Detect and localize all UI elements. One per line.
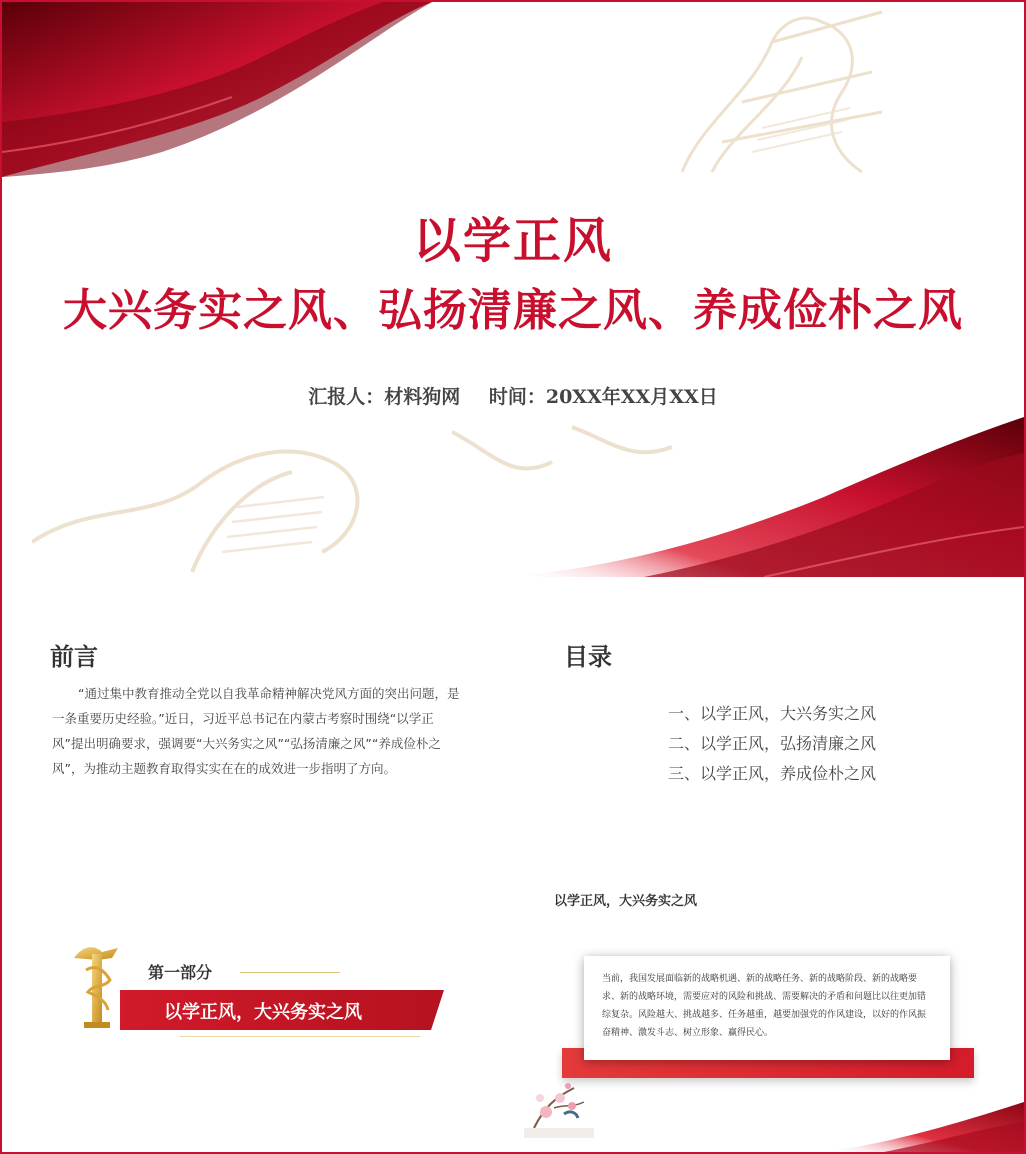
part-one-banner-text: 以学正风，大兴务实之风 [164,1002,362,1023]
huabiao-decoration-top [622,2,922,177]
cover-slide [2,2,1024,577]
cover-title-line1: 以学正风 [412,213,613,269]
cover-title-line2: 大兴务实之风、弘扬清廉之风、养成俭朴之风 [63,285,963,336]
preface-toc-slide [2,577,1024,877]
red-silk-top-left [2,2,432,177]
cover-reporter-line [2,382,1024,409]
part-one-header [40,940,460,1040]
preface-body: “通过集中教育推动全党以自我革命精神解决党风方面的突出问题，是一条重要历史经验。”近日，习近平总书记在内蒙古考察时围绕“以学正风”提出明确要求，强调要“大兴务实之风”“弘扬清廉之风”“养成俭朴之风”，为推动主题教育取得实实在在的成效进一步指明了方向。 [52,686,460,776]
part-one-label: 第一部分 [148,963,213,982]
gold-divider [240,972,340,973]
red-silk-bottom [824,1082,1024,1152]
toc-list [668,699,876,789]
content-slide-title: 以学正风，大兴务实之风 [554,894,698,909]
content-card: 当前，我国发展面临新的战略机遇、新的战略任务、新的战略阶段、新的战略要求、新的战略环境，需要应对的风险和挑战、需要解决的矛盾和问题比以往更加错综复杂。风险越大、挑战越多、任务越重，越要加强党的作风建设，以好的作风振奋精神、激发斗志、树立形象、赢得民心。 [584,956,950,1060]
time-text: 时间：20XX年XX月XX日 [488,386,718,408]
reporter-text: 汇报人：材料狗网 [308,386,461,408]
toc-item-1[interactable]: 一、以学正风，大兴务实之风 [668,704,877,723]
toc-heading: 目录 [564,642,612,671]
plum-blossom-icon [524,1068,594,1138]
toc-item-2[interactable]: 二、以学正风，弘扬清廉之风 [668,734,877,753]
preface-heading: 前言 [50,642,98,671]
gold-divider-bottom [180,1036,420,1037]
toc-item-3[interactable]: 三、以学正风，养成俭朴之风 [668,764,877,783]
red-silk-bottom-right [504,417,1024,577]
huabiao-pillar-icon [68,940,128,1030]
